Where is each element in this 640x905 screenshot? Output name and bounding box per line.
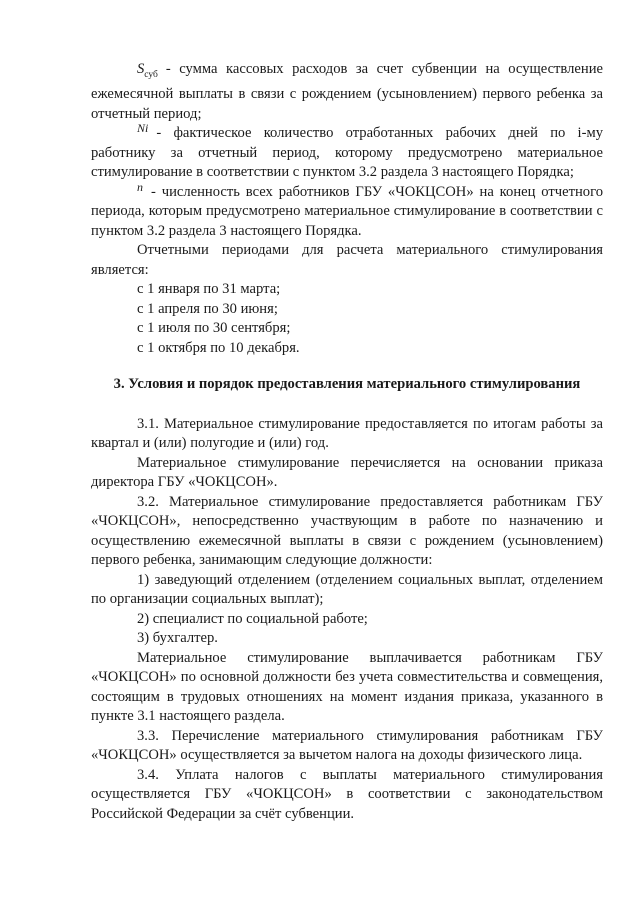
periods-intro: Отчетными периодами для расчета материального стимулирования является: — [91, 242, 603, 278]
paragraph-3-1-order: Материальное стимулирование перечисляется на основании приказа директора ГБУ «ЧОКЦСОН». — [91, 454, 603, 491]
paragraph-3-2: 3.2. Материальное стимулирование предоставляется работникам ГБУ «ЧОКЦСОН», непосредственно участвующим в работе по назначению и осуществлению ежемесячной выплаты в связи с рождением (усыновлением) первого ребенка, занимающим следующие должности: — [91, 493, 603, 569]
formula-symbol-n: n — [137, 179, 143, 194]
position-item: 3) бухгалтер. — [137, 630, 218, 647]
paragraph-3-3: 3.3. Перечисление материального стимулирования работникам ГБУ «ЧОКЦСОН» осуществляется за вычетом налога на доходы физического лица. — [91, 727, 603, 764]
period-item: с 1 апреля по 30 июня; — [137, 300, 278, 317]
page-content — [91, 60, 603, 824]
definition-text: - фактическое количество отработанных рабочих дней по i-му работнику за отчетный период, которому предусмотрено материальное стимулирование в соответствии с пунктом 3.2 раздела 3 настоящего Порядка; — [91, 125, 603, 181]
definition-n — [91, 179, 603, 242]
definition-text: - сумма кассовых расходов за счет субвенции на осуществление ежемесячной выплаты в связи с рождением (усыновлением) первого ребенка за отчетный период; — [91, 61, 603, 122]
definition-s-sub — [91, 60, 603, 124]
period-item: с 1 октября по 10 декабря. — [137, 339, 300, 356]
paragraph-3-2-payment: Материальное стимулирование выплачивается работникам ГБУ «ЧОКЦСОН» по основной должности без учета совместительства и совмещения, состоящим в трудовых отношениях на момент издания приказа, указанного в пункте 3.1 настоящего раздела. — [91, 649, 603, 725]
position-item: 1) заведующий отделением (отделением социальных выплат, отделением по организации социальных выплат); — [91, 571, 603, 608]
period-item: с 1 января по 31 марта; — [137, 281, 281, 298]
paragraph-3-4: 3.4. Уплата налогов с выплаты материального стимулирования осуществляется ГБУ «ЧОКЦСОН» в соответствии с законодательством Российской Федерации за счёт субвенции. — [91, 766, 603, 822]
section-heading: 3. Условия и порядок предоставления материального стимулирования — [113, 376, 581, 393]
definition-ni — [91, 121, 603, 183]
formula-symbol-s-sub: $S_{суб}$ — [137, 61, 158, 80]
formula-symbol-ni: Ni — [137, 121, 149, 136]
period-item: с 1 июля по 30 сентября; — [137, 320, 291, 337]
paragraph-3-1: 3.1. Материальное стимулирование предоставляется по итогам работы за квартал и (или) полугодие и (или) год. — [91, 415, 603, 452]
definition-text: - численность всех работников ГБУ «ЧОКЦСОН» на конец отчетного периода, которым предусмотрено материальное стимулирование в соответствии с пунктом 3.2 раздела 3 настоящего Порядка. — [91, 183, 603, 239]
position-item: 2) специалист по социальной работе; — [137, 610, 368, 627]
